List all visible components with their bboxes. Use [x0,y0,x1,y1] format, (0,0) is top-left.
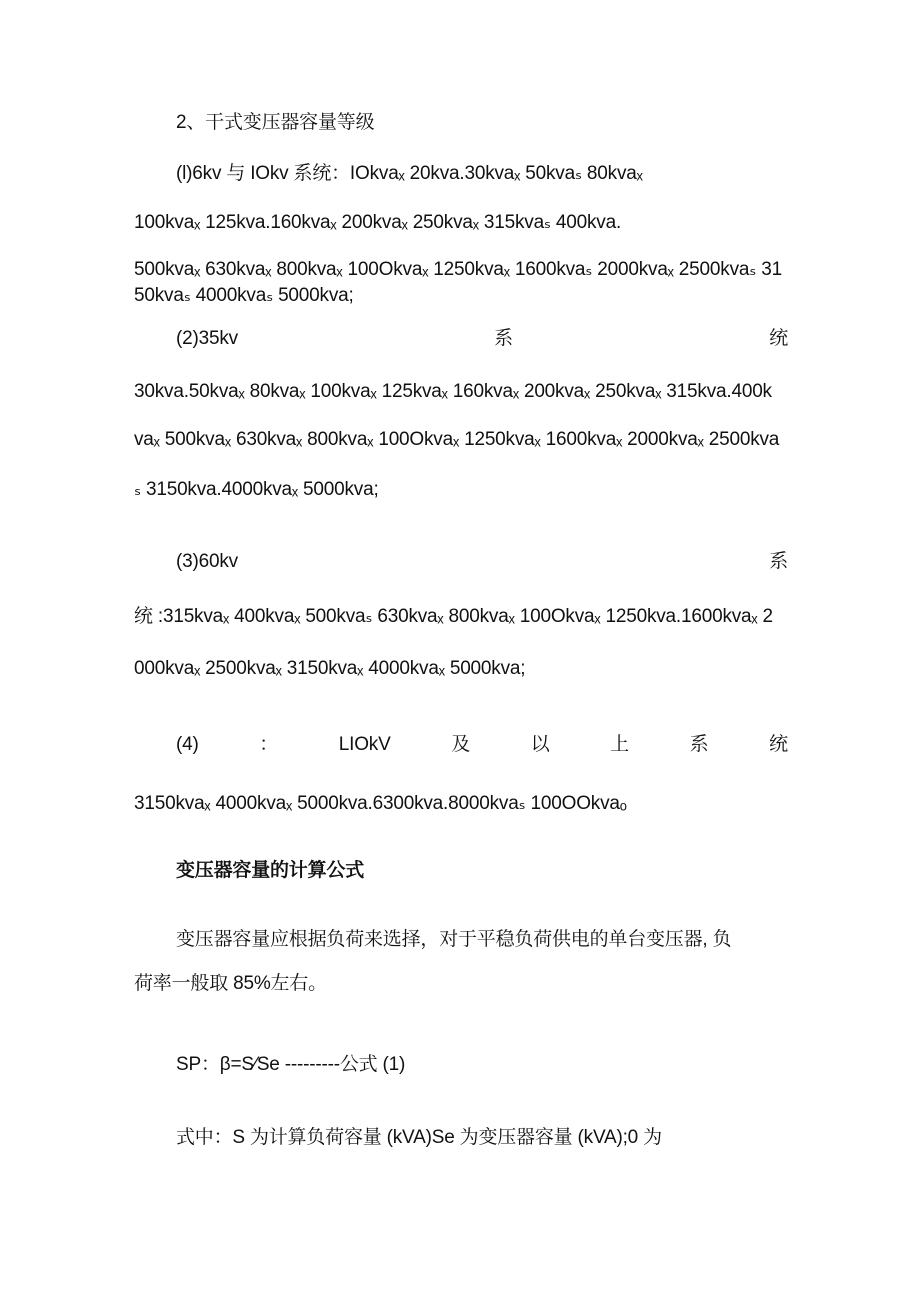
item2-line3: ₛ 3150kva.4000kvaₓ 5000kva; [134,479,379,500]
item2-heading [176,327,788,351]
item4-word-1: 及 [451,734,471,755]
item4-word-2: 以 [530,734,550,755]
section-heading-formula: 变压器容量的计算公式 [176,860,365,881]
item4-line1: 3150kvaₓ 4000kvaₓ 5000kva.6300kva.8000kvaₛ 100OOkvaₒ [134,793,627,814]
paragraph2-line: 式中：S 为计算负荷容量 (kVA)Se 为变压器容量 (kVA);0 为 [176,1127,662,1148]
item2-word-1: 系 [494,328,513,349]
item2-line2: vaₓ 500kvaₓ 630kvaₓ 800kvaₓ 100Okvaₓ 1250kvaₓ 1600kvaₓ 2000kvaₓ 2500kva [134,429,780,450]
item3-line1: 统 :315kvaₓ 400kvaₓ 500kvaₛ 630kvaₓ 800kvaₓ 100Okvaₓ 1250kva.1600kvaₓ 2 [134,606,773,627]
item4-word-5: 统 [769,734,788,755]
item4-voltage: LIOkV [338,734,391,755]
formula-line: SP：β=S⁄Se ---------公式 (1) [176,1054,406,1075]
item4-label: (4) [176,734,199,755]
item1-line4: 50kvaₛ 4000kvaₛ 5000kva; [134,285,354,306]
item4-word-4: 系 [689,734,709,755]
paragraph1-line1: 变压器容量应根据负荷来选择，对于平稳负荷供电的单台变压器, 负 [176,929,732,950]
item1-line3: 500kvaₓ 630kvaₓ 800kvaₓ 100Okvaₓ 1250kvaₓ 1600kvaₛ 2000kvaₓ 2500kvaₛ 31 [134,259,782,280]
paragraph1-line2: 荷率一般取 85%左右。 [134,973,327,994]
item3-label: (3)60kv [176,551,238,572]
item2-word-2: 统 [769,328,788,349]
item2-line1: 30kva.50kvaₓ 80kvaₓ 100kvaₓ 125kvaₓ 160kvaₓ 200kvaₓ 250kvaₓ 315kva.400k [134,381,772,402]
item2-label: (2)35kv [176,328,238,349]
item3-heading [176,550,788,574]
item3-line2: 000kvaₓ 2500kvaₓ 3150kvaₓ 4000kvaₓ 5000kva; [134,658,526,679]
item4-word-3: 上 [610,734,629,755]
item1-line1: (l)6kv 与 IOkv 系统：IOkvaₓ 20kva.30kvaₓ 50kvaₛ 80kvaₓ [176,163,643,184]
item3-word-1: 系 [769,551,788,572]
section-heading-levels: 2、干式变压器容量等级 [176,112,375,133]
item4-colon: ： [259,734,279,755]
item1-line2: 100kvaₓ 125kva.160kvaₓ 200kvaₓ 250kvaₓ 315kvaₛ 400kva. [134,212,622,233]
item4-heading [176,733,788,757]
